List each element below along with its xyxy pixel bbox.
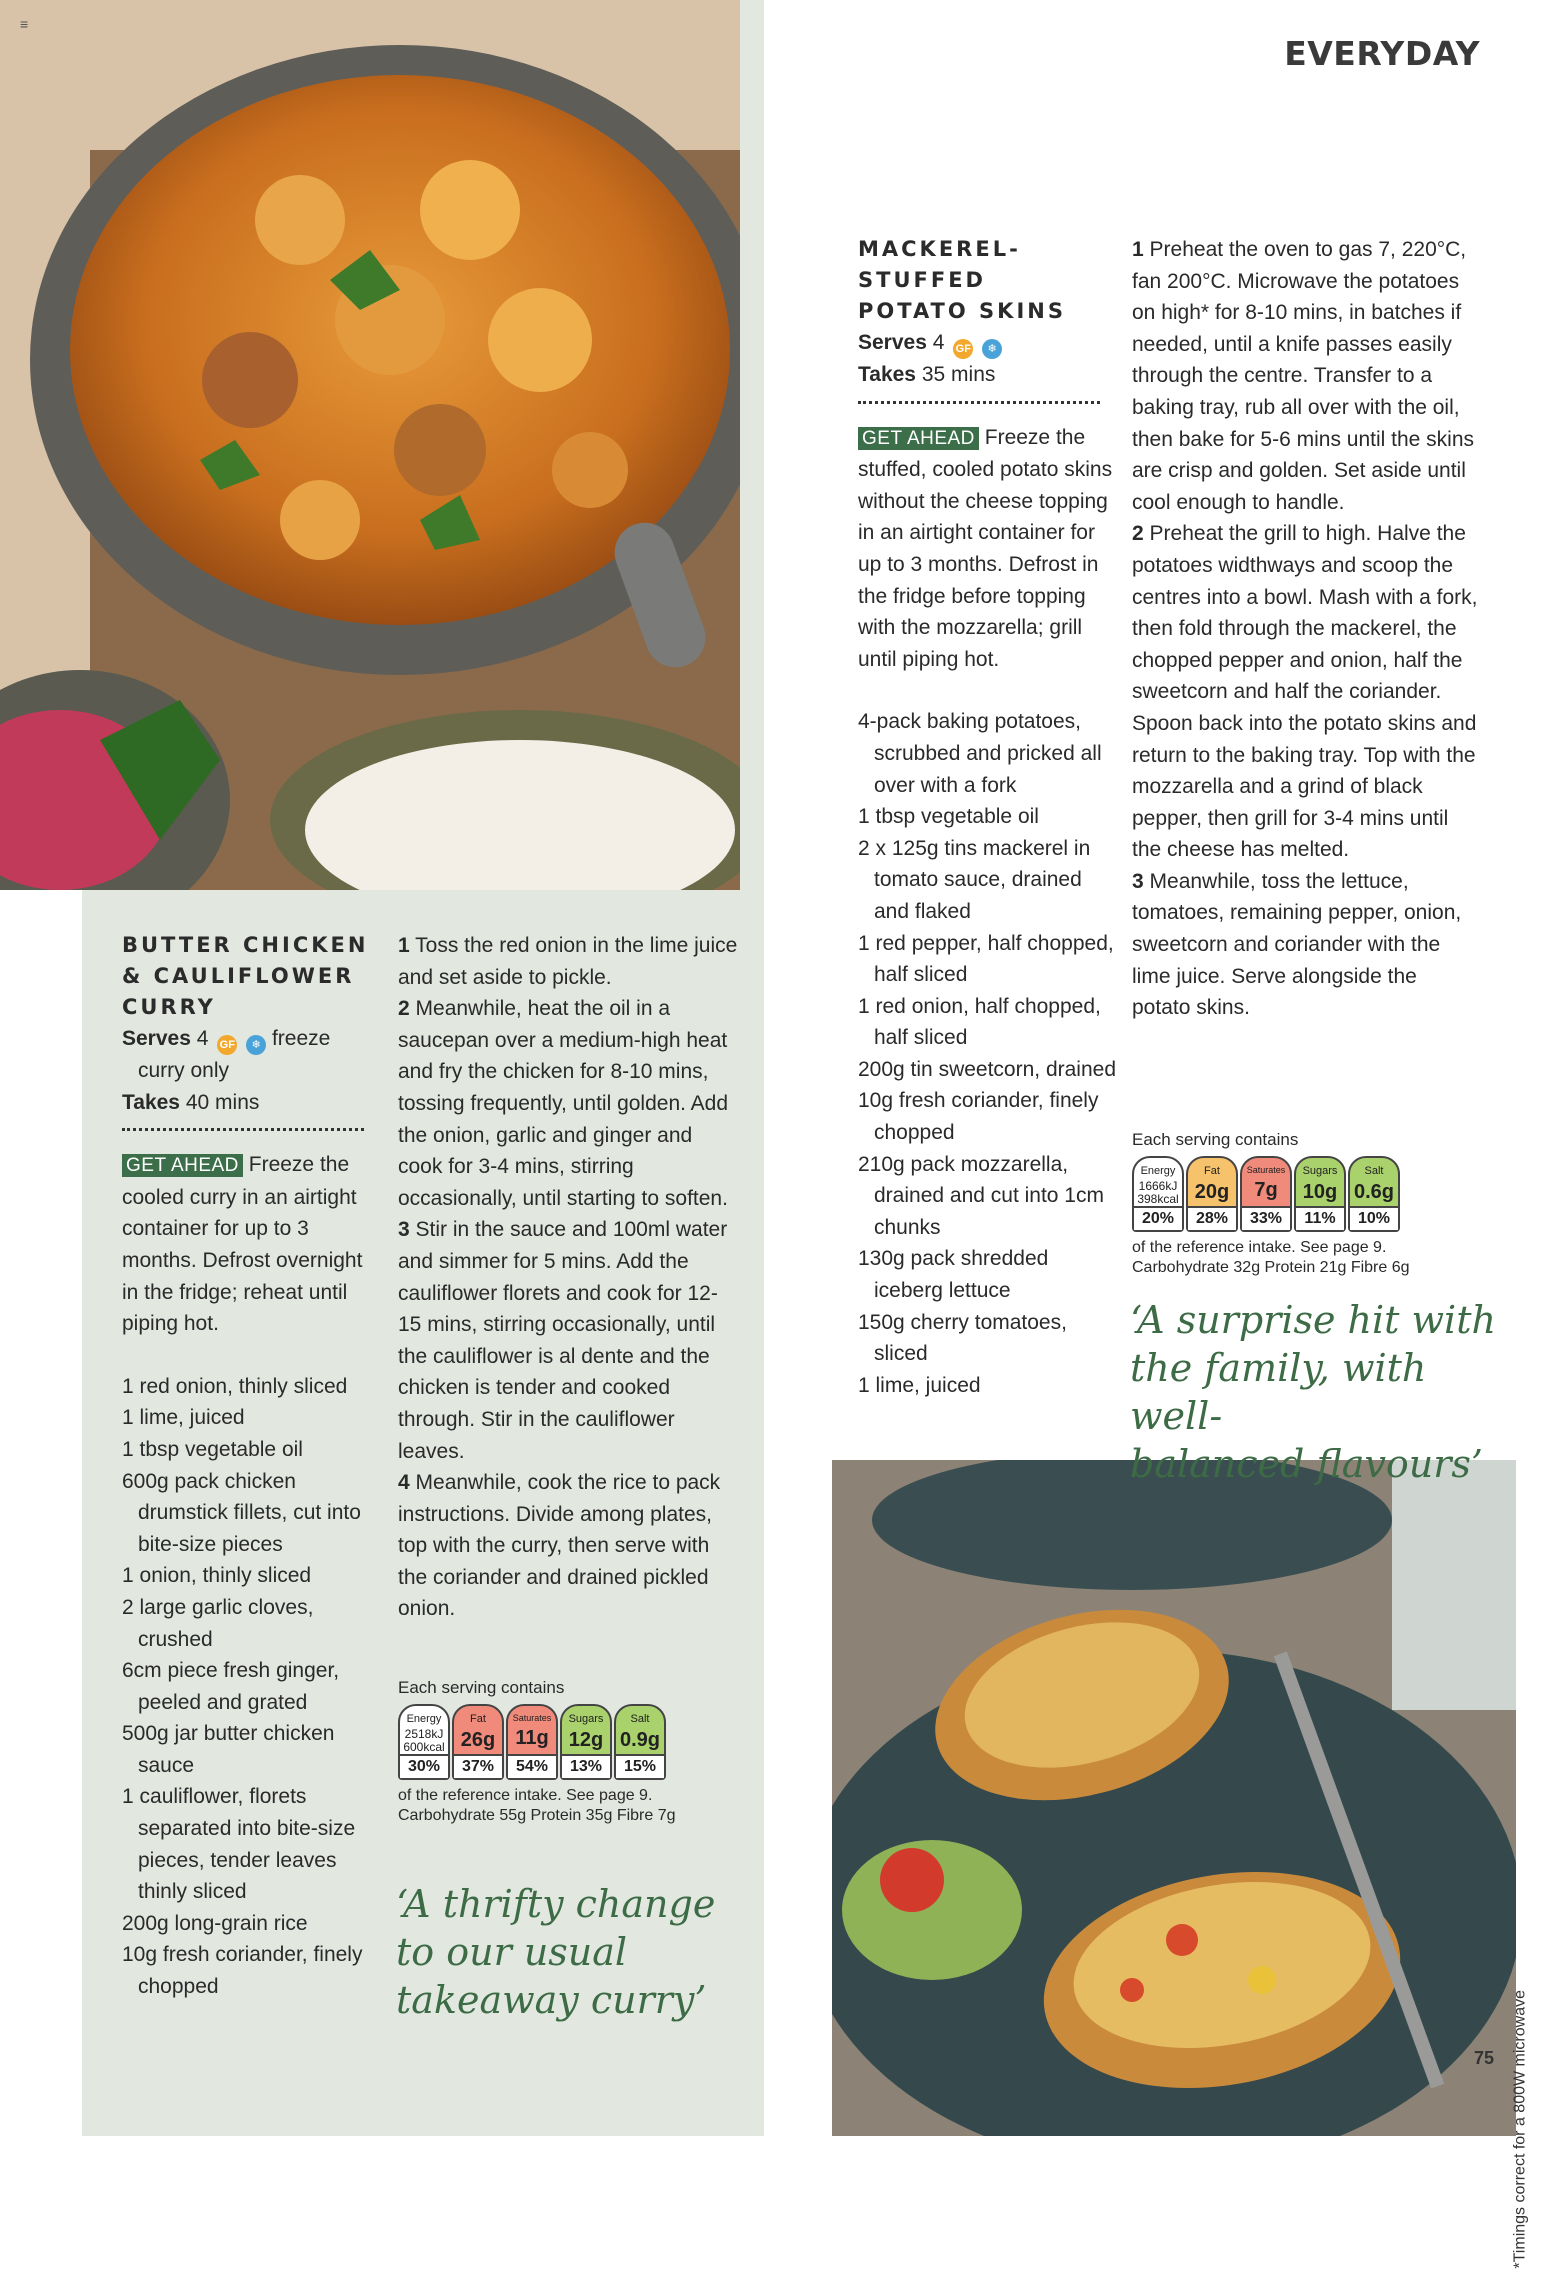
method-step: 1 Toss the red onion in the lime juice and set aside to pickle. — [398, 934, 738, 989]
nutrition-sugars: Sugars 12g 13% — [560, 1704, 612, 1780]
nutrition-strip — [1132, 1156, 1472, 1232]
curry-ingredients — [122, 1371, 372, 2003]
ingredient-item: 1 red pepper, half chopped, half sliced — [858, 931, 1114, 987]
ingredient-item: 1 red onion, half chopped, half sliced — [858, 994, 1101, 1050]
nutrition-fat: Fat 20g 28% — [1186, 1156, 1238, 1232]
ingredient-item: 6cm piece fresh ginger, peeled and grated — [122, 1659, 340, 1714]
curry-photo-illustration — [0, 0, 740, 890]
curry-serves: Serves 4 GF ❄ freeze — [122, 1023, 372, 1055]
curry-title: BUTTER CHICKEN & CAULIFLOWER CURRY — [122, 933, 369, 1019]
microwave-footnote: *Timings correct for a 800W microwave — [1512, 1990, 1529, 2269]
freezable-icon: ❄ — [982, 339, 1002, 359]
ingredient-item: 210g pack mozzarella, drained and cut into 1cm chunks — [858, 1152, 1104, 1239]
get-ahead-label: GET AHEAD — [122, 1154, 243, 1177]
ingredient-item: 200g tin sweetcorn, drained — [858, 1057, 1116, 1081]
menu-icon: ≡ — [20, 16, 29, 32]
skins-method — [1132, 234, 1478, 1024]
ingredient-item: 200g long-grain rice — [122, 1911, 308, 1935]
method-step: 2 Preheat the grill to high. Halve the potatoes widthways and scoop the centres into a bowl. Mash with a fork, then fold through the mackerel, the chopped pepper and onion, half the sweetcorn and half the coriander. Spoon back into the potato skins and return to the baking tray. Top with the mozzarella and a grind of black pepper, then grill for 3-4 mins until the cheese has melted. — [1132, 522, 1478, 862]
curry-method — [398, 930, 740, 1625]
ingredient-item: 500g jar butter chicken sauce — [122, 1722, 335, 1777]
method-step: 2 Meanwhile, heat the oil in a saucepan over a medium-high heat and fry the chicken for 8-10 mins, tossing frequently, until golden. Add the onion, garlic and ginger and cook for 3-4 mins, stirring occasionally, until starting to soften. — [398, 997, 729, 1210]
skins-ingredients — [858, 706, 1120, 1401]
section-title: EVERYDAY — [1284, 34, 1480, 73]
method-step: 3 Stir in the sauce and 100ml water and simmer for 5 mins. Add the cauliflower florets and cook for 12-15 mins, stirring occasionally, until the cauliflower is al dente and the chicken is tender and cooked through. Stir in the cauliflower leaves. — [398, 1218, 728, 1463]
gluten-free-icon: GF — [217, 1035, 237, 1055]
potato-skins-photo — [832, 1460, 1516, 2136]
ingredient-item: 1 cauliflower, florets separated into bite-size pieces, tender leaves thinly sliced — [122, 1785, 356, 1904]
nutrition-energy: Energy 1666kJ 398kcal 20% — [1132, 1156, 1184, 1232]
nutrition-fat: Fat 26g 37% — [452, 1704, 504, 1780]
nutrition-strip — [398, 1704, 738, 1780]
ingredient-item: 1 tbsp vegetable oil — [122, 1437, 303, 1461]
curry-nutrition: Each serving contains Energy 2518kJ 600kcal 30% Fat 26g 37% Saturates 11g 54% Sugars 12g 13% Salt 0.9g 15% of the reference intake. See page 9. Carbohydrate 55g Protein 35g Fibre 7g — [398, 1678, 738, 1826]
ingredient-item: 10g fresh coriander, finely chopped — [122, 1943, 363, 1999]
ingredient-item: 1 tbsp vegetable oil — [858, 805, 1039, 829]
ingredient-item: 10g fresh coriander, finely chopped — [858, 1089, 1099, 1145]
skins-title: MACKEREL-STUFFED POTATO SKINS — [858, 237, 1066, 323]
skins-recipe-header — [858, 234, 1120, 1401]
ingredient-item: 4-pack baking potatoes, scrubbed and pricked all over with a fork — [858, 710, 1102, 797]
skins-serves: Serves 4 GF ❄ — [858, 327, 1120, 359]
curry-recipe-header — [122, 930, 372, 2003]
skins-quote: ‘A surprise hit with the family, with well- balanced flavours’ — [1130, 1298, 1496, 1486]
ingredient-item: 1 red onion, thinly sliced — [122, 1374, 348, 1398]
nutrition-sugars: Sugars 10g 11% — [1294, 1156, 1346, 1232]
get-ahead-label: GET AHEAD — [858, 427, 979, 450]
skins-get-ahead: GET AHEAD Freeze the stuffed, cooled potato skins without the cheese topping in an airtight container for up to 3 months. Defrost in the fridge before topping with the mozzarella; grill until piping hot. — [858, 425, 1113, 671]
ingredient-item: 2 large garlic cloves, crushed — [122, 1595, 314, 1651]
potato-skins-illustration — [832, 1460, 1516, 2136]
ingredient-item: 1 lime, juiced — [858, 1373, 981, 1397]
method-step: 4 Meanwhile, cook the rice to pack instructions. Divide among plates, top with the curry, then serve with the coriander and drained pickled onion. — [398, 1471, 721, 1621]
ingredient-item: 1 onion, thinly sliced — [122, 1564, 312, 1588]
nutrition-salt: Salt 0.9g 15% — [614, 1704, 666, 1780]
divider — [122, 1128, 364, 1131]
nutrition-saturates: Saturates 7g 33% — [1240, 1156, 1292, 1232]
skins-takes: Takes 35 mins — [858, 363, 996, 386]
nutrition-salt: Salt 0.6g 10% — [1348, 1156, 1400, 1232]
curry-takes: Takes 40 mins — [122, 1090, 260, 1114]
butter-chicken-curry-photo — [0, 0, 740, 890]
ingredient-item: 150g cherry tomatoes, sliced — [858, 1310, 1067, 1366]
divider — [858, 401, 1100, 404]
ingredient-item: 130g pack shredded iceberg lettuce — [858, 1247, 1049, 1303]
page-number: 75 — [1474, 2048, 1495, 2068]
method-step: 3 Meanwhile, toss the lettuce, tomatoes, remaining pepper, onion, sweetcorn and coriander with the lime juice. Serve alongside the potato skins. — [1132, 869, 1462, 1020]
nutrition-saturates: Saturates 11g 54% — [506, 1704, 558, 1780]
curry-quote: ‘A thrifty change to our usual takeaway curry’ — [396, 1882, 716, 2022]
curry-serves-note: curry only — [138, 1059, 230, 1082]
ingredient-item: 2 x 125g tins mackerel in tomato sauce, drained and flaked — [858, 836, 1091, 923]
gluten-free-icon: GF — [953, 339, 973, 359]
curry-get-ahead: GET AHEAD Freeze the cooled curry in an airtight container for up to 3 months. Defrost overnight in the fridge; reheat until piping hot. — [122, 1153, 363, 1336]
method-step: 1 Preheat the oven to gas 7, 220°C, fan 200°C. Microwave the potatoes on high* for 8-10 mins, in batches if needed, until a knife passes easily through the centre. Transfer to a baking tray, rub all over with the oil, then bake for 5-6 mins until the skins are crisp and golden. Set aside until cool enough to handle. — [1132, 238, 1475, 514]
skins-nutrition: Each serving contains Energy 1666kJ 398kcal 20% Fat 20g 28% Saturates 7g 33% Sugars 10g 11% Salt 0.6g 10% of the reference intake. See page 9. Carbohydrate 32g Protein 21g Fibre 6g — [1132, 1130, 1472, 1278]
ingredient-item: 1 lime, juiced — [122, 1406, 245, 1430]
ingredient-item: 600g pack chicken drumstick fillets, cut into bite-size pieces — [122, 1469, 361, 1556]
nutrition-energy: Energy 2518kJ 600kcal 30% — [398, 1704, 450, 1780]
freezable-icon: ❄ — [246, 1035, 266, 1055]
